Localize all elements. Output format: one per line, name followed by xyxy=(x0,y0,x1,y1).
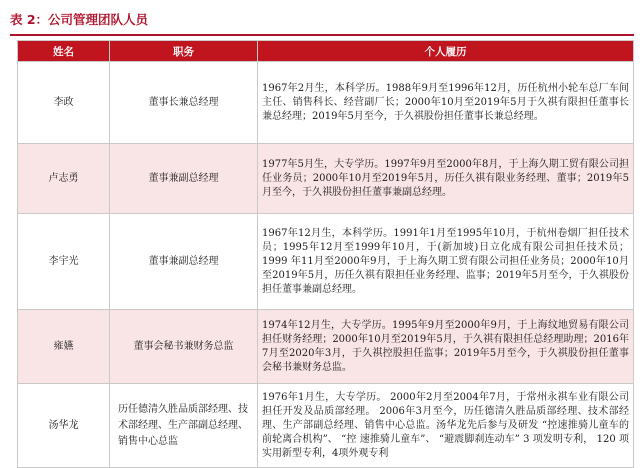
table-row xyxy=(18,384,634,468)
person-name: 雍嬿 xyxy=(18,310,110,384)
table-row xyxy=(18,214,634,310)
person-bio: 1976年1月生，大专学历。 2000年2月至2004年7月，于常州永祺车业有限公司担任开发及品质部经理。 2006年3月至今，历任德清久胜品质部经理、技术部经理、生产部副总经理、销售中心总监。汤华龙先后参与及研发 “控速推骑儿童车的前轮离合机构”、 “控 速推骑儿童车”、 “避震脚刹连动车” 3 项发明专利， 120 项实用新型专利，4项外观专利 xyxy=(258,384,634,468)
person-role: 董事兼副总经理 xyxy=(110,214,258,310)
person-bio: 1974年12月生，大专学历。1995年9月至2000年9月，于上海纹地贸易有限公司担任财务经理；2000年10月至2019年5月，于久祺有限担任总经理助理；2016年7月至2020年3月，于久祺控股担任监事；2019年5月至今，于久祺股份担任董事会秘书兼财务总监。 xyxy=(258,310,634,384)
person-name: 李宇光 xyxy=(18,214,110,310)
person-bio: 1967年12月生，本科学历。1991年1月至1995年10月，于杭州卷烟厂担任技术员；1995年12月至1999年10月，于(新加坡)日立化成有限公司担任技术员；1999 年11月至2000年9月，于上海久期工贸有限公司担任业务员；2000年10月至2019年5月，历任久祺有限担任业务经理、监事；2019年5月至今，于久祺股份担任董事兼副总经理。 xyxy=(258,214,634,310)
person-name: 李政 xyxy=(18,62,110,144)
person-name: 卢志勇 xyxy=(18,144,110,214)
table-row xyxy=(18,62,634,144)
table-title: 表 2：公司管理团队人员 xyxy=(10,12,149,27)
person-role: 董事兼副总经理 xyxy=(110,144,258,214)
header-role: 职务 xyxy=(110,41,258,62)
person-role: 历任德清久胜品质部经理、技术部经理、生产部副总经理、销售中心总监 xyxy=(110,384,258,468)
header-name: 姓名 xyxy=(18,41,110,62)
management-team-table xyxy=(17,40,634,468)
person-bio: 1967年2月生，本科学历。1988年9月至1996年12月，历任杭州小轮车总厂车间主任、销售科长、经营副厂长；2000年10月至2019年5月于久祺有限担任董事长兼总经理；2019年5月至今，于久祺股份担任董事长兼总经理。 xyxy=(258,62,634,144)
table-row xyxy=(18,310,634,384)
table-header-row xyxy=(18,41,634,62)
person-bio: 1977年5月生，大专学历。1997年9月至2000年8月，于上海久期工贸有限公司担任业务员；2000年10月至2019年5月，历任久祺有限业务经理、董事；2019年5月至今，于久祺股份担任董事兼副总经理。 xyxy=(258,144,634,214)
header-bio: 个人履历 xyxy=(258,41,634,62)
person-role: 董事长兼总经理 xyxy=(110,62,258,144)
person-name: 汤华龙 xyxy=(18,384,110,468)
table-row xyxy=(18,144,634,214)
person-role: 董事会秘书兼财务总监 xyxy=(110,310,258,384)
title-divider xyxy=(10,34,634,36)
